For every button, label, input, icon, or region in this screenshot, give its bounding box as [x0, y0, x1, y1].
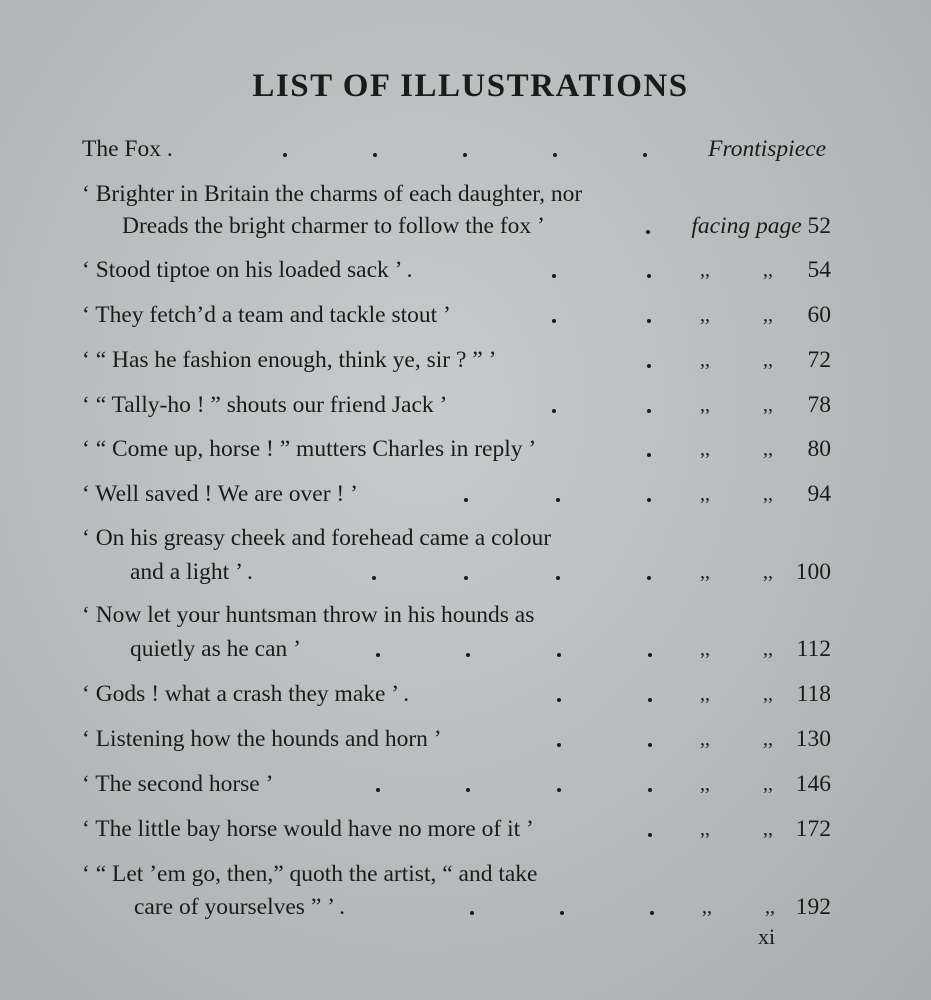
- ditto-mark: ,,: [700, 773, 710, 795]
- ditto-mark: ,,: [700, 259, 710, 281]
- entry-caption: ‘ Stood tiptoe on his loaded sack ’ .: [82, 257, 413, 283]
- entry-caption: ‘ “ Has he fashion enough, think ye, sir ? ” ’: [82, 347, 497, 373]
- entry-caption: ‘ Well saved ! We are over ! ’: [82, 481, 358, 507]
- leader-dot: [647, 453, 651, 457]
- entry-caption: ‘ “ Come up, horse ! ” mutters Charles in reply ’: [82, 436, 537, 462]
- entry-caption: ‘ Now let your huntsman throw in his hounds as: [82, 602, 535, 628]
- ditto-mark: ,,: [763, 394, 773, 416]
- ditto-mark: ,,: [700, 483, 710, 505]
- leader-dot: [470, 911, 474, 915]
- leader-dot: [647, 364, 651, 368]
- leader-dot: [648, 698, 652, 702]
- leader-dot: [557, 743, 561, 747]
- leader-dot: [466, 788, 470, 792]
- leader-dot: [648, 833, 652, 837]
- leader-dot: [643, 153, 647, 157]
- leader-dot: [557, 788, 561, 792]
- leader-dot: [557, 653, 561, 657]
- ditto-mark: ,,: [763, 638, 773, 660]
- page-number: 146: [795, 771, 831, 797]
- ditto-mark: ,,: [763, 561, 773, 583]
- entry-caption: ‘ “ Tally-ho ! ” shouts our friend Jack ’: [82, 392, 448, 418]
- entry-caption-continued: and a light ’ .: [130, 559, 253, 585]
- entry-caption: ‘ On his greasy cheek and forehead came a colour: [82, 525, 552, 551]
- ditto-mark: ,,: [763, 438, 773, 460]
- leader-dot: [556, 576, 560, 580]
- leader-dot: [464, 498, 468, 502]
- leader-dot: [372, 576, 376, 580]
- page-number: 54: [807, 257, 831, 283]
- ditto-mark: ,,: [763, 773, 773, 795]
- entry-caption: ‘ “ Let ’em go, then,” quoth the artist, “ and take: [82, 861, 538, 887]
- entry-caption: ‘ The little bay horse would have no more of it ’: [82, 816, 534, 842]
- leader-dot: [646, 230, 650, 234]
- page-number: 118: [796, 681, 831, 707]
- leader-dot: [557, 698, 561, 702]
- page-number: 100: [795, 559, 831, 585]
- leader-dot: [376, 788, 380, 792]
- ditto-mark: ,,: [765, 896, 775, 918]
- leader-dot: [647, 409, 651, 413]
- page-number: 192: [795, 894, 831, 920]
- leader-dot: [648, 788, 652, 792]
- frontispiece-label: Frontispiece: [708, 136, 826, 162]
- ditto-mark: ,,: [700, 638, 710, 660]
- entry-caption: ‘ The second horse ’: [82, 771, 274, 797]
- ditto-mark: ,,: [700, 394, 710, 416]
- ditto-mark: ,,: [763, 259, 773, 281]
- entry-caption: ‘ Gods ! what a crash they make ’ .: [82, 681, 410, 707]
- leader-dot: [466, 653, 470, 657]
- entry-caption-continued: quietly as he can ’: [130, 636, 301, 662]
- page-title: LIST OF ILLUSTRATIONS: [252, 68, 689, 104]
- leader-dot: [560, 911, 564, 915]
- ditto-mark: ,,: [763, 349, 773, 371]
- ditto-mark: ,,: [700, 349, 710, 371]
- leader-dot: [552, 274, 556, 278]
- page-number: 112: [796, 636, 831, 662]
- leader-dot: [650, 911, 654, 915]
- ditto-mark: ,,: [700, 438, 710, 460]
- leader-dot: [552, 409, 556, 413]
- entry-caption-continued: care of yourselves ” ’ .: [134, 894, 345, 920]
- leader-dot: [556, 498, 560, 502]
- leader-dot: [648, 653, 652, 657]
- page-number: 72: [807, 347, 831, 373]
- entry-caption: ‘ Brighter in Britain the charms of each daughter, nor: [82, 181, 583, 207]
- entry-caption-continued: Dreads the bright charmer to follow the fox ’: [122, 213, 545, 239]
- page-number: 80: [807, 436, 831, 462]
- leader-dot: [283, 153, 287, 157]
- leader-dot: [648, 743, 652, 747]
- ditto-mark: ,,: [700, 304, 710, 326]
- ditto-mark: ,,: [700, 683, 710, 705]
- page-number: 130: [795, 726, 831, 752]
- ditto-mark: ,,: [763, 818, 773, 840]
- ditto-mark: ,,: [763, 728, 773, 750]
- entry-caption: The Fox .: [82, 136, 173, 162]
- ditto-mark: ,,: [700, 561, 710, 583]
- page-number: 94: [807, 481, 831, 507]
- leader-dot: [647, 274, 651, 278]
- page-number: 60: [807, 302, 831, 328]
- leader-dot: [553, 153, 557, 157]
- leader-dot: [647, 498, 651, 502]
- ditto-mark: ,,: [702, 896, 712, 918]
- ditto-mark: ,,: [763, 304, 773, 326]
- page-number: 172: [795, 816, 831, 842]
- leader-dot: [376, 653, 380, 657]
- ditto-mark: ,,: [700, 818, 710, 840]
- leader-dot: [373, 153, 377, 157]
- leader-dot: [552, 319, 556, 323]
- leader-dot: [647, 319, 651, 323]
- folio-page-number: xi: [758, 924, 776, 949]
- leader-dot: [463, 153, 467, 157]
- leader-dot: [647, 576, 651, 580]
- entry-caption: ‘ They fetch’d a team and tackle stout ’: [82, 302, 451, 328]
- ditto-mark: ,,: [700, 728, 710, 750]
- ditto-mark: ,,: [763, 483, 773, 505]
- leader-dot: [464, 576, 468, 580]
- ditto-mark: ,,: [763, 683, 773, 705]
- entry-caption: ‘ Listening how the hounds and horn ’: [82, 726, 442, 752]
- page-number: 78: [807, 392, 831, 418]
- page-number: 52: [807, 213, 831, 239]
- facing-page-label: facing page: [691, 213, 802, 239]
